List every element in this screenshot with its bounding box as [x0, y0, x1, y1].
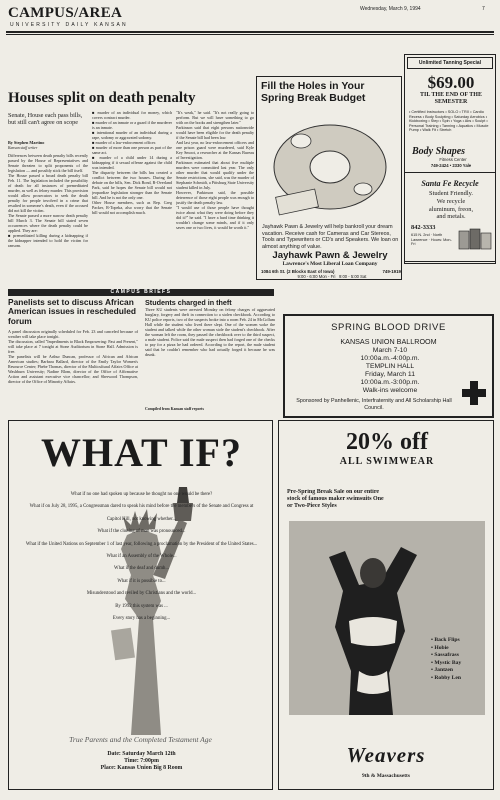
byline: By Stephen Martino [8, 140, 45, 145]
blood-drive-ad [283, 314, 494, 418]
lead-paragraph: Other House members, such as Rep. Greg Packer, R-Topeka, also worry that the Senate bill would not accomplish much. [92, 200, 172, 215]
sale-subtitle: ALL SWIMWEAR [339, 456, 435, 467]
brand-name: Back Flips [434, 637, 460, 643]
byline-role: Kansan staff writer [8, 146, 38, 150]
blood-drive-sponsor: Sponsored by Panhellenic, Interfraternity and All Scholarship Hall Council. [296, 398, 452, 411]
page-number: 7 [482, 6, 485, 12]
ad-hours-weekday: 9:00 - 6:00 Mon - Fri [297, 274, 336, 279]
lead-paragraph: And last year, no law-enforcement officers and one prison guard were murdered, said Kyle Key Smoot, a researcher at the Kansas Bureau of Investigation. [176, 140, 254, 160]
brief-headline: Panelists set to discuss African American issues in rescheduled forum [8, 298, 137, 326]
schedule-line: March 7-10 [372, 347, 408, 354]
swimwear-ad [278, 420, 494, 790]
recycle-copy [411, 190, 491, 221]
lead-paragraph: ■ murder of a child under 14 during a kidnapping if it sexual offense against the child was intended. [92, 155, 172, 170]
schedule-line: 10:00a.m.-4:00p.m. [360, 355, 420, 362]
brief-body [8, 329, 138, 415]
ad-hours-saturday: 9:00 - 5:00 Sat [338, 274, 367, 279]
brand-name: Jantzen [434, 667, 454, 674]
lead-paragraph: ■ premeditated killing during a kidnapping if the kidnapper intended to hold the victim for ransom. [8, 233, 88, 248]
event-time: Time: 7:00pm [124, 757, 159, 764]
store-address: 9th & Massachusetts [362, 773, 410, 779]
what-if-line: By 1992 this system was ... [115, 603, 168, 609]
brief-paragraph: The panelists will be Arthur Duncan, professor of African and African American studies; Barbara Ballard, director of the Emily Taylor Women's Resource Center; Phebe Thomas, director of the Multicultural Affairs Office at Washburn University; Nadine Blom, director of the Office of Affirmative Action and assistant executive vice chancellor; and Sherwood Thompson, director of the Office of Minority Affairs. [8, 354, 138, 384]
sale-description: Pre-Spring Break Sale on our entire stock of famous maker swimsuits One or Two-Piece Styles [287, 489, 384, 509]
lead-paragraph: "It's weak," he said. "It's not really going to perform. But we will have something to go with on the books and strengthen later." [176, 110, 254, 125]
what-if-line: What if no one had spoken up because he thought no one would be there? [70, 492, 213, 497]
price-period: TIL THE END OF THE SEMESTER [420, 92, 482, 105]
fitness-logo: Body Shapes [412, 146, 466, 157]
campus-briefs-bar: CAMPUS BRIEFS [8, 289, 274, 296]
lead-column-2 [92, 110, 172, 281]
lead-paragraph: ■ murder of more than one person as part of the same act. [92, 145, 172, 155]
ad-address: 1084 6th St. (2 Blocks East of Iowa) [261, 269, 335, 274]
fitness-address: 749-2424 • 2330 Yale [430, 163, 472, 168]
brief-body: Three KU students were arrested Monday on felony charges of aggravated burglary, forgery and theft in connection to a stolen checkbook. According to KU police reports, two of the suspects broke into a room Feb. 24 in McCollum Hall while the student who lived there slept. One of the women woke the student and talked while the other woman stole the student's checkbook. After the woman left the room, they passed the checkbook over to the third suspect, a male student. Police said the male suspect then had forged one of the checks to pay for a pizza he had ordered. According to the report, the male student said that he couldn't remember who had actually forged it because he was drunk. [145, 307, 275, 357]
what-if-line: Misunderstood and reviled by Christians and the world... [86, 591, 197, 597]
what-if-text [25, 489, 258, 625]
lead-column-3 [176, 110, 254, 281]
lead-paragraph: Differences between death penalty bills recently passed by the House of Representatives and Senate threaten to split proponents of the legislation — and possibly stick the bill itself. [8, 153, 88, 173]
masthead-rule-thin [6, 34, 494, 35]
what-if-line: Every story has a beginning... [112, 616, 171, 622]
what-if-sponsor: True Parents and the Completed Testament Age [69, 735, 212, 744]
brand-item: • Back Flips [431, 637, 460, 643]
brand-list [431, 637, 495, 683]
event-details [9, 751, 274, 771]
swimsuit-photo [289, 521, 485, 715]
ad-store-name: Jayhawk Pawn & Jewelry [272, 250, 388, 261]
lead-paragraph: The Senate passed a more narrow death penalty bill March 3. The Senate bill stated seven occurrences where the death penalty could be applied. They are: [8, 213, 88, 233]
lead-deck: Senate, House each pass bills, but still can't agree on scope [8, 112, 83, 127]
blood-drive-title: SPRING BLOOD DRIVE [331, 322, 446, 333]
lead-paragraph: However, Parkinson said, the possible deterrence of those eight people was enough to justify the death penalty law. [176, 190, 254, 205]
recycle-ad [404, 172, 496, 262]
brief-paragraph: The discussion, called "Impediments to Black Empowering: Past and Present," will take place at 7 tonight at Stone Auditorium in Stone Hall. Admission is free. [8, 339, 138, 354]
masthead-rule [6, 31, 494, 33]
what-if-line: What if the cloning of man was pronounced... [97, 529, 186, 535]
schedule-line: Walk-ins welcome [362, 387, 418, 394]
price: $69.00 [427, 73, 475, 92]
services-list: • Certified Instructors • SOLO • TRX • Cardio Recess • Body Sculpting • Saturday Aerobics • Kickboxing • Step • Spin • Yoga • Abs • Sculpt • Personal Training • Tanning • Aquatics • Muscle Pump • Walk Fit • Stretch [409, 110, 489, 133]
event-place: Place: Kansas Union Big 8 Room [100, 764, 183, 771]
lead-column-1 [8, 153, 88, 281]
ad-headline: Fill the Holes in Your Spring Break Budget [261, 80, 366, 104]
lead-paragraph: ■ murder of an inmate or a guard if the murderer is an inmate. [92, 120, 172, 130]
recycle-title: Santa Fe Recycle [421, 179, 479, 188]
schedule-line: 10:00a.m.-3:00p.m. [360, 379, 420, 386]
brand-name: Robby Len [434, 674, 461, 681]
blood-drive-venue: KANSAS UNION BALLROOM [340, 337, 437, 346]
brand-name: Hobie [434, 644, 449, 651]
recycle-phone: 842-3333 [411, 224, 436, 231]
brand-item: • Mystic Bay [431, 659, 462, 666]
brand-name: Mystic Bay [434, 659, 462, 666]
ad-phone: 749-1919 [382, 269, 401, 274]
red-cross-icon [461, 380, 487, 406]
what-if-line: What if the deaf and dumb... [114, 566, 169, 572]
tanning-label: Unlimited Tanning Special [407, 57, 493, 69]
store-logo: Weavers [346, 743, 426, 767]
ad-hours [287, 274, 377, 279]
recycle-line: aluminum, freon, [428, 205, 474, 213]
lead-paragraph: Parkinson estimated that about five multiple murders were committed last year. The only other murder that would qualify under the Senate restrictions, she said, was the murder of Stephanie Schmidt, a Pittsburg State University student killed in July. [176, 160, 254, 190]
cans-icon [457, 223, 493, 253]
brief-paragraph: A panel discussion originally scheduled for Feb. 23 and canceled because of weather will take place tonight. [8, 329, 138, 339]
what-if-ad [8, 420, 273, 790]
paper-name: UNIVERSITY DAILY KANSAN [10, 22, 128, 28]
recycle-line: We recycle [436, 197, 466, 205]
what-if-line: What if on July 28, 1995, a Congressman dared to speak his mind before the members of the Senate and Congress at Capitol Hill, not knowing whether... [29, 504, 254, 522]
lead-paragraph: The House passed a broad death penalty bill Feb. 11. The legislation included the possibility of death for all instances of premeditated murder, as well as felony murder. This provision would allow prosecutors to seek the death penalty for people involved in a crime that resulted in someone's death, even if the accused did not kill the victim. [8, 173, 88, 213]
ad-body: Jayhawk Pawn & Jewelry will help bankroll your dream vacation. Receive cash for Cameras and Car Stereos, Tools and Typewriters or CD's and Speakers. We loan on almost anything of value. [262, 224, 399, 250]
brief-credit: Compiled from Kansan staff reports [145, 407, 204, 411]
brand-name: Sassafrass [434, 652, 459, 659]
brand-item: • Robby Len [431, 674, 461, 681]
brand-item: • Hobie [431, 644, 449, 651]
cash-graphic-icon [271, 111, 389, 219]
schedule-line: Friday, March 11 [365, 371, 415, 378]
lead-paragraph: ■ murder of an individual for money, which covers contract murder. [92, 110, 172, 120]
brand-item: • Jantzen [431, 667, 454, 674]
brief-headline: Students charged in theft [145, 298, 232, 307]
lead-paragraph: ■ murder of a law-enforcement officer. [92, 140, 157, 145]
sale-percent: 20% off [346, 429, 428, 455]
what-if-line: What if an Assembly of the Whole... [106, 554, 177, 560]
lead-paragraph: The disparity between the bills has created a conflict between the two houses. During the debate on the bills, Sen. Dick Bond, R-Overland Park, said he hopes the Senate bill would not jeopardize legislation stronger than the Senate bill. And he is not the only one. [92, 170, 172, 200]
schedule-line: TEMPLIN HALL [365, 363, 415, 370]
lead-paragraph: ■ intentional murder of an individual during a rape, sodomy or aggravated sodomy. [92, 130, 172, 140]
jayhawk-pawn-ad [256, 76, 402, 280]
brand-item: • Sassafrass [431, 652, 459, 659]
recycle-line: and metals. [436, 213, 466, 221]
recycle-line: Student Friendly. [429, 190, 473, 197]
what-if-title: WHAT IF? [41, 430, 242, 475]
fitness-logo-sub: Fitness Center [439, 157, 467, 162]
lead-paragraph: "I would use of those people have thought twice about what they were doing before they did it?" he said. "I have a hard time thinking it wouldn't change some minds, and if it only saves one or two lives, it would be worth it." [176, 205, 254, 230]
lead-headline: Houses split on death penalty [8, 90, 196, 106]
publish-date: Wednesday, March 9, 1994 [360, 6, 421, 12]
lead-paragraph: Parkinson said that eight persons nationwide would have been eligible for the death penalty if the Senate bill had been law. [176, 125, 254, 140]
event-date: Date: Saturday March 12th [107, 751, 176, 757]
what-if-line: What if it is possible to... [117, 578, 166, 584]
ad-tagline: Lawrence's Most Liberal Loan Company [282, 261, 378, 267]
what-if-line: What if the United Nations on September 1 of last year, following a proclamation by the President of the United States... [25, 541, 258, 547]
section-title: CAMPUS/AREA [8, 5, 123, 21]
recycle-address: 615 N. 2nd · North Lawrence · Hours: Mon-Fri [411, 233, 452, 247]
blood-drive-schedule [315, 347, 465, 395]
